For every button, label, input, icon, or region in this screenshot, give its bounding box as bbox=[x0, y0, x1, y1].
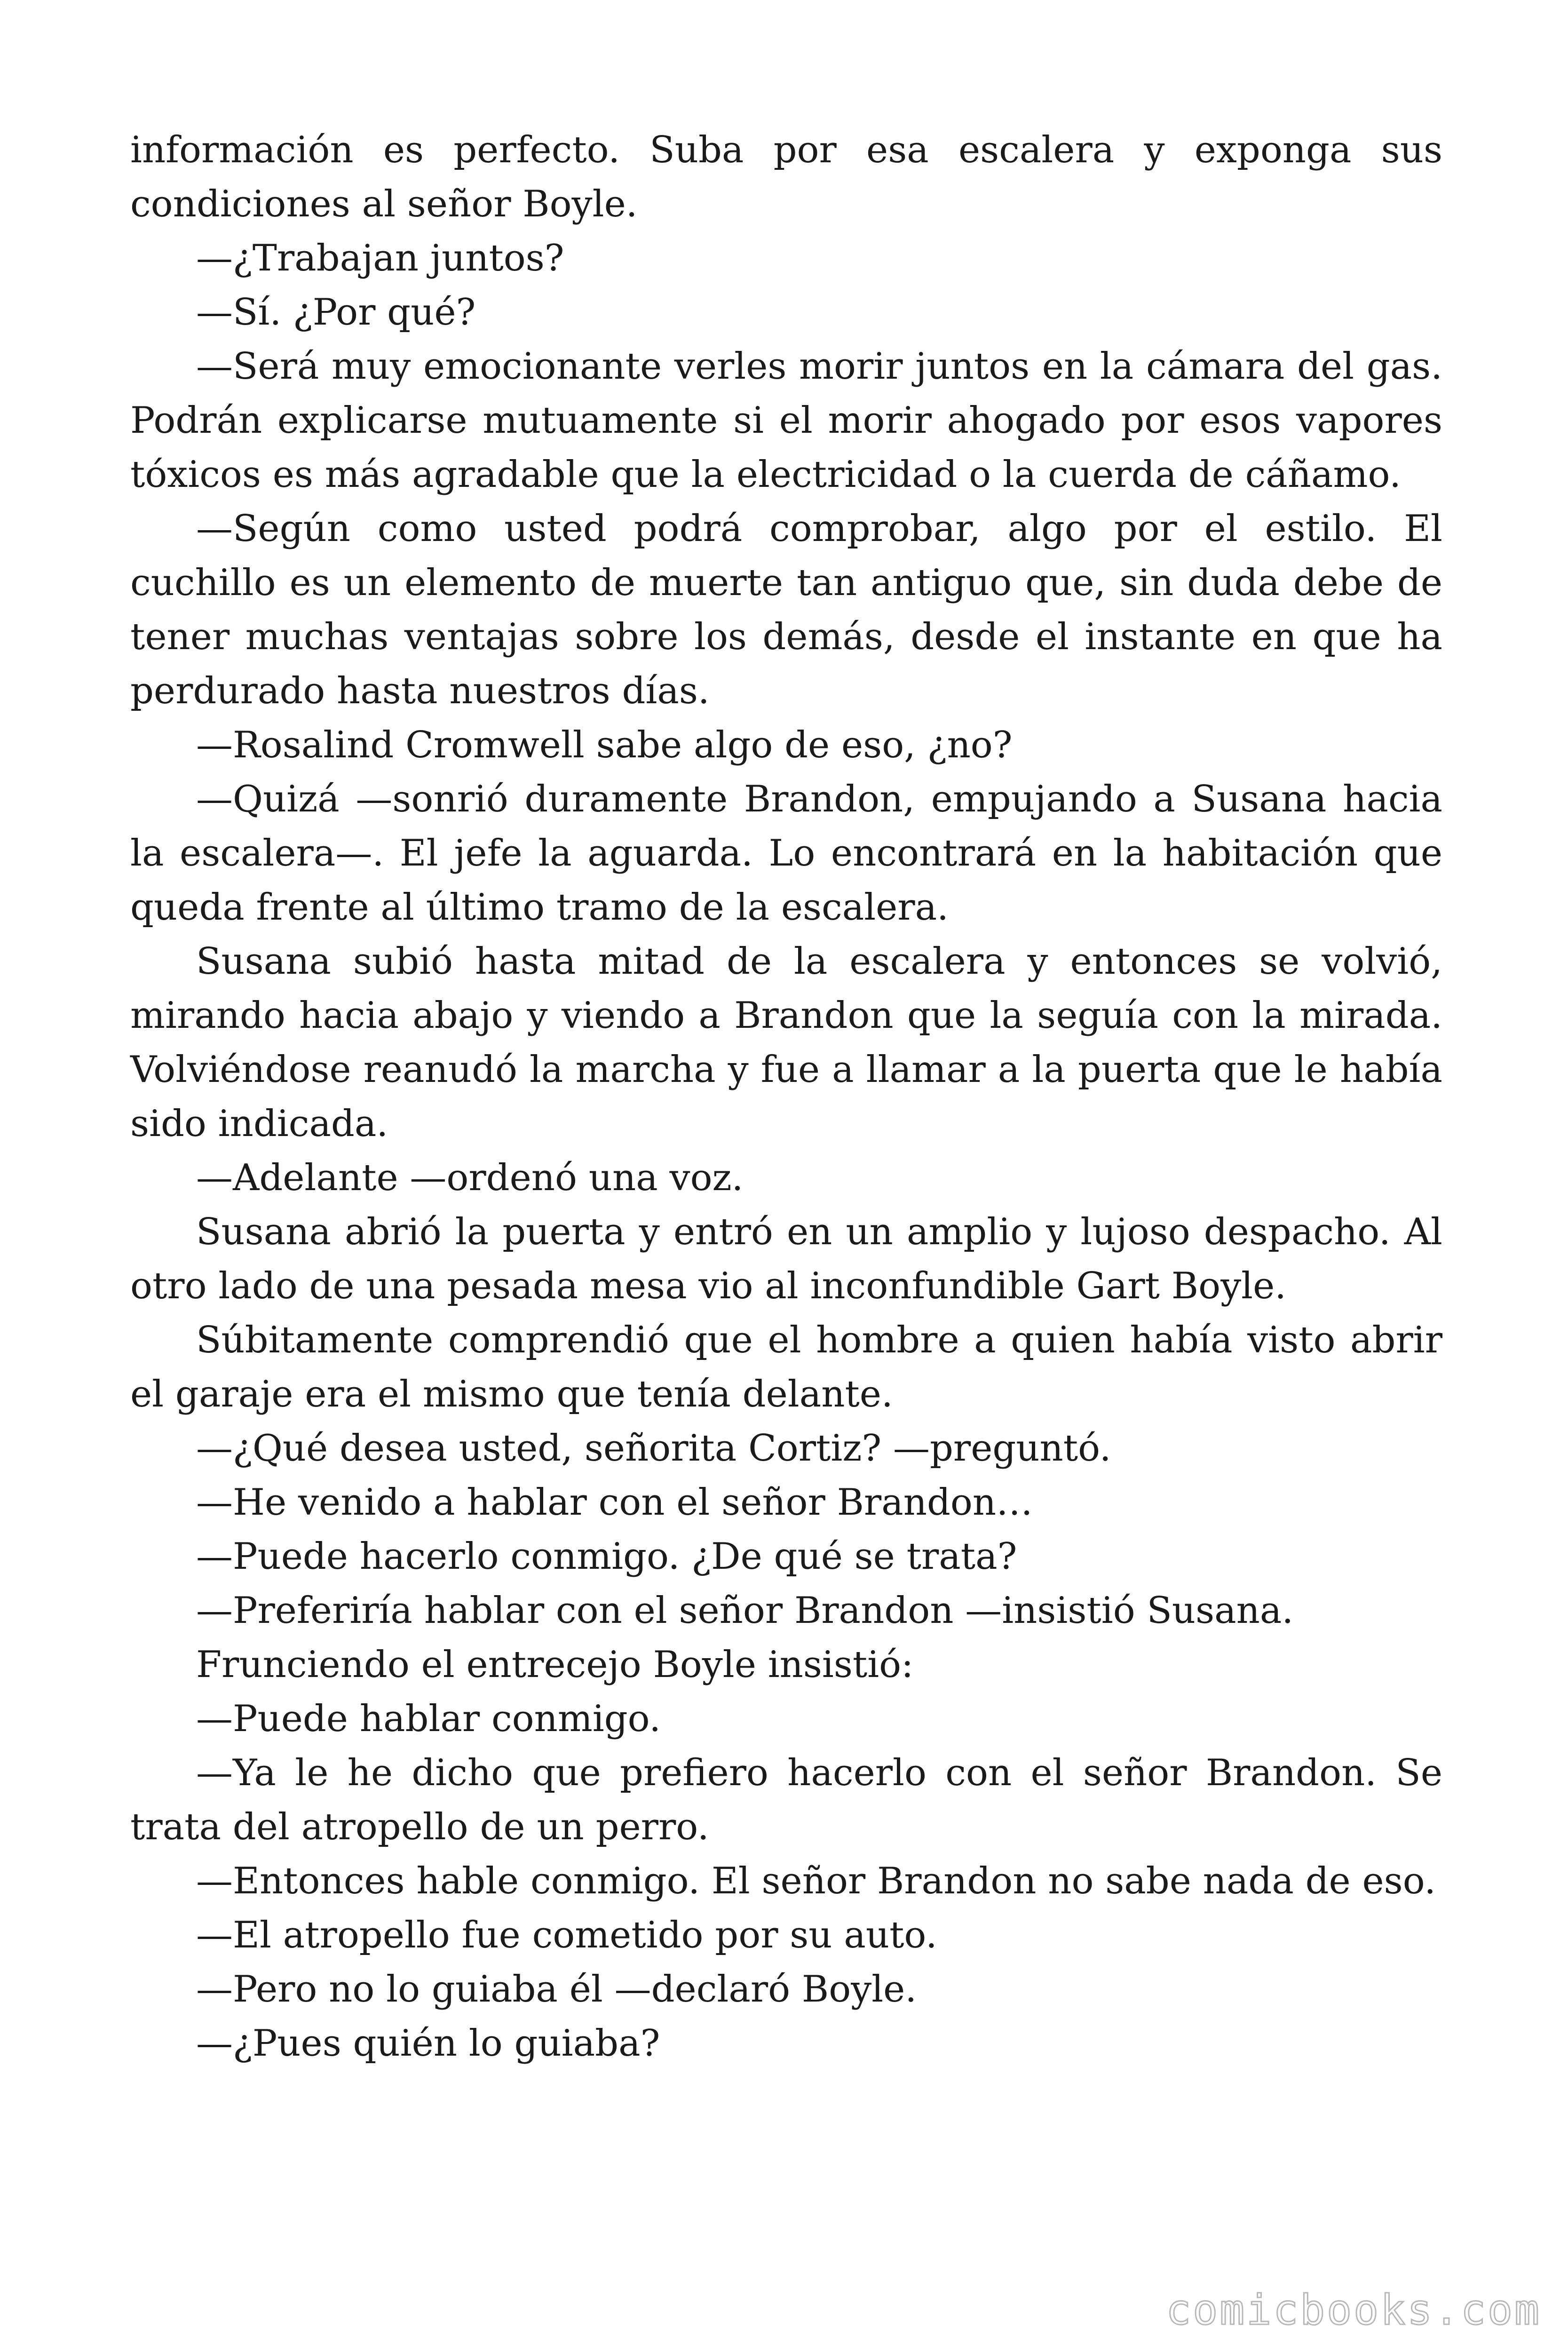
paragraph: —¿Qué desea usted, señorita Cortiz? —preguntó. bbox=[196, 1427, 1111, 1470]
watermark: comicbooks.com bbox=[1166, 2286, 1541, 2334]
body-text bbox=[130, 123, 1442, 2071]
paragraph: Súbitamente comprendió que el hombre a quien había visto abrir el garaje era el mismo que tenía delante. bbox=[130, 1319, 1442, 1415]
paragraph: —He venido a hablar con el señor Brandon… bbox=[196, 1481, 1033, 1524]
paragraph: —Preferiría hablar con el señor Brandon —insistió Susana. bbox=[196, 1589, 1294, 1632]
paragraph: —¿Trabajan juntos? bbox=[196, 237, 564, 279]
paragraph: —Según como usted podrá comprobar, algo por el estilo. El cuchillo es un elemento de muerte tan antiguo que, sin duda debe de tener muchas ventajas sobre los demás, desde el instante en que ha perdurado hasta nuestros días. bbox=[130, 508, 1442, 712]
paragraph: —Puede hacerlo conmigo. ¿De qué se trata? bbox=[196, 1535, 1017, 1578]
paragraph: Susana subió hasta mitad de la escalera y entonces se volvió, mirando hacia abajo y viendo a Brandon que la seguía con la mirada. Volviéndose reanudó la marcha y fue a llamar a la puerta que le había sido indicada. bbox=[130, 940, 1442, 1145]
paragraph: —Adelante —ordenó una voz. bbox=[196, 1157, 744, 1199]
paragraph: información es perfecto. Suba por esa escalera y exponga sus condiciones al señor Boyle. bbox=[130, 129, 1442, 225]
paragraph: —Rosalind Cromwell sabe algo de eso, ¿no? bbox=[196, 724, 1013, 766]
paragraph: —Sí. ¿Por qué? bbox=[196, 291, 476, 334]
paragraph: —Será muy emocionante verles morir juntos en la cámara del gas. Podrán explicarse mutuamente si el morir ahogado por esos vapores tóxicos es más agradable que la electricidad o la cuerda de cáñamo. bbox=[130, 345, 1442, 496]
paragraph: —Entonces hable conmigo. El señor Brandon no sabe nada de eso. bbox=[196, 1860, 1436, 1902]
paragraph: Frunciendo el entrecejo Boyle insistió: bbox=[196, 1644, 914, 1686]
paragraph: —El atropello fue cometido por su auto. bbox=[196, 1914, 937, 1956]
paragraph: —Quizá —sonrió duramente Brandon, empujando a Susana hacia la escalera—. El jefe la aguarda. Lo encontrará en la habitación que queda frente al último tramo de la escalera. bbox=[130, 778, 1442, 929]
paragraph: —Pero no lo guiaba él —declaró Boyle. bbox=[196, 1968, 917, 2010]
paragraph: —¿Pues quién lo guiaba? bbox=[196, 2022, 660, 2065]
paragraph: —Ya le he dicho que prefiero hacerlo con el señor Brandon. Se trata del atropello de un perro. bbox=[130, 1752, 1442, 1848]
paragraph: Susana abrió la puerta y entró en un amplio y lujoso despacho. Al otro lado de una pesada mesa vio al inconfundible Gart Boyle. bbox=[130, 1211, 1442, 1307]
paragraph: —Puede hablar conmigo. bbox=[196, 1698, 661, 1740]
